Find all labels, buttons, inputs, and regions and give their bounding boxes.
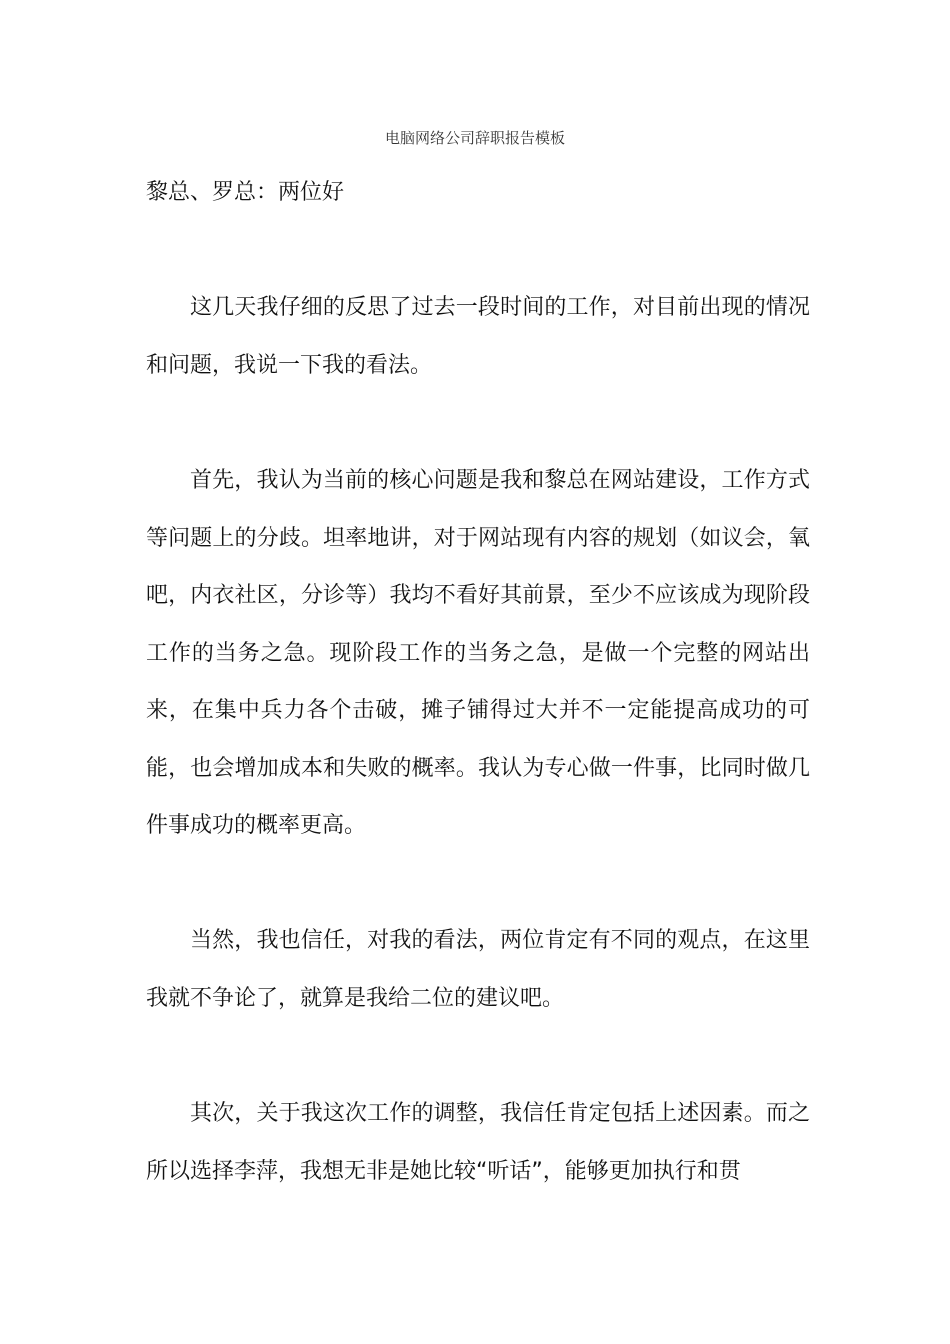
paragraph-1: 这几天我仔细的反思了过去一段时间的工作，对目前出现的情况和问题，我说一下我的看法。 [146,295,810,378]
greeting-line: 黎总、罗总：两位好 [146,180,345,205]
paragraph-3: 当然，我也信任，对我的看法，两位肯定有不同的观点，在这里我就不争论了，就算是我给二位的建议吧。 [146,928,810,1011]
paragraph-2: 首先，我认为当前的核心问题是我和黎总在网站建设，工作方式等问题上的分歧。坦率地讲，对于网站现有内容的规划（如议会，氧吧，内衣社区，分诊等）我均不看好其前景，至少不应该成为现阶段工作的当务之急。现阶段工作的当务之急，是做一个完整的网站出来，在集中兵力各个击破，摊子铺得过大并不一定能提高成功的可能，也会增加成本和失败的概率。我认为专心做一件事，比同时做几件事成功的概率更高。 [146,468,810,838]
paragraph-4: 其次，关于我这次工作的调整，我信任肯定包括上述因素。而之所以选择李萍，我想无非是她比较“听话”，能够更加执行和贯 [146,1101,810,1184]
document-title: 电脑网络公司辞职报告模板 [384,129,565,147]
